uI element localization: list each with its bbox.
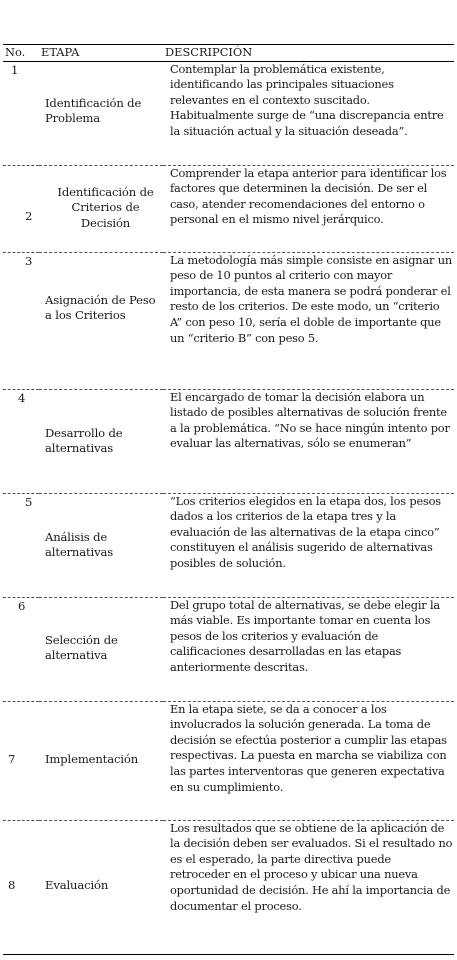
table-row xyxy=(3,165,454,252)
table-row xyxy=(3,820,454,954)
row-number-cell xyxy=(3,701,39,820)
header-row xyxy=(3,45,454,62)
table-row xyxy=(3,252,454,389)
stage-name: Desarrollo de alternativas xyxy=(45,425,123,456)
stage-description: Los resultados que se obtiene de la aplicación de la decisión deben ser evaluados. Si el resultado no es el esperado, la parte directiva puede retroceder en el proceso y ubicar una nueva oportunidad de decisión. He ahí la importancia de documentar el proceso. xyxy=(170,820,453,913)
stage-cell xyxy=(39,701,163,820)
table-row xyxy=(3,597,454,701)
header-no: No. xyxy=(3,45,39,62)
stage-cell xyxy=(39,61,163,165)
stage-description: En la etapa siete, se da a conocer a los involucrados la solución generada. La toma de decisión se efectúa posterior a cumplir las etapas respectivas. La puesta en marcha se viabiliza con las partes interventoras que generen expectativa en su cumplimiento. xyxy=(170,701,447,794)
stage-name: Identificación de Criterios de Decisión xyxy=(57,184,154,231)
stage-name: Análisis de alternativas xyxy=(45,529,114,560)
description-cell xyxy=(163,701,454,820)
description-cell xyxy=(163,165,454,252)
row-number: 4 xyxy=(18,390,26,405)
stage-description: Contemplar la problemática existente, identificando las principales situaciones relevantes en el contexto suscitado. Habitualmente surge de “una discrepancia entre la situación actual y la situación deseada”. xyxy=(170,61,444,138)
stage-name: Evaluación xyxy=(45,877,109,892)
row-number: 5 xyxy=(25,494,33,509)
stage-name: Identificación de Problema xyxy=(45,95,142,126)
description-cell xyxy=(163,493,454,597)
description-cell xyxy=(163,61,454,165)
description-cell xyxy=(163,597,454,701)
stage-name: Selección de alternativa xyxy=(45,632,118,663)
stage-description: Comprender la etapa anterior para identificar los factores que determinen la decisión. De ser el caso, atender recomendaciones del entorno o personal en el mismo nivel jerárquico. xyxy=(170,165,447,227)
table-row xyxy=(3,389,454,493)
stage-cell xyxy=(39,820,163,954)
row-number: 7 xyxy=(8,751,16,766)
row-number: 6 xyxy=(18,598,26,613)
table-row xyxy=(3,61,454,165)
row-number: 1 xyxy=(11,62,19,77)
row-number-cell xyxy=(3,252,39,389)
table-row xyxy=(3,701,454,820)
description-cell xyxy=(163,820,454,954)
table-row xyxy=(3,493,454,597)
row-number: 8 xyxy=(8,877,16,892)
stage-cell xyxy=(39,389,163,493)
table-header xyxy=(3,45,454,62)
description-cell xyxy=(163,252,454,389)
stage-description: Del grupo total de alternativas, se debe elegir la más viable. Es importante tomar en cuenta los pesos de los criterios y evaluación de calificaciones desarrolladas en las etapas anteriormente descritas. xyxy=(170,597,441,674)
stage-cell xyxy=(39,493,163,597)
stage-description: La metodología más simple consiste en asignar un peso de 10 puntos al criterio con mayor importancia, de esta manera se podrá ponderar el resto de los criterios. De este modo, un “criterio A” con peso 10, sería el doble de importante que un “criterio B” con peso 5. xyxy=(170,252,452,345)
row-number-cell xyxy=(3,493,39,597)
header-descripcion: DESCRIPCIÓN xyxy=(163,45,454,62)
stage-description: El encargado de tomar la decisión elabora un listado de posibles alternativas de solución frente a la problemática. “No se hace ningún intento por evaluar las alternativas, sólo se enumeran” xyxy=(170,389,450,451)
stage-name: Asignación de Peso a los Criterios xyxy=(45,292,156,323)
stage-cell xyxy=(39,165,163,252)
header-etapa: ETAPA xyxy=(39,45,163,62)
description-cell xyxy=(163,389,454,493)
decision-stages-table xyxy=(3,44,454,955)
row-number-cell xyxy=(3,820,39,954)
row-number-cell xyxy=(3,61,39,165)
row-number-cell xyxy=(3,597,39,701)
stage-description: “Los criterios elegidos en la etapa dos, los pesos dados a los criterios de la etapa tres y la evaluación de las alternativas de la etapa cinco” constituyen el análisis sugerido de alternativas posibles de solución. xyxy=(170,493,441,570)
row-number: 3 xyxy=(25,253,33,268)
stage-cell xyxy=(39,597,163,701)
row-number: 2 xyxy=(25,208,33,223)
row-number-cell xyxy=(3,389,39,493)
stage-name: Implementación xyxy=(45,751,139,766)
row-number-cell xyxy=(3,165,39,252)
stage-cell xyxy=(39,252,163,389)
table-body xyxy=(3,61,454,954)
